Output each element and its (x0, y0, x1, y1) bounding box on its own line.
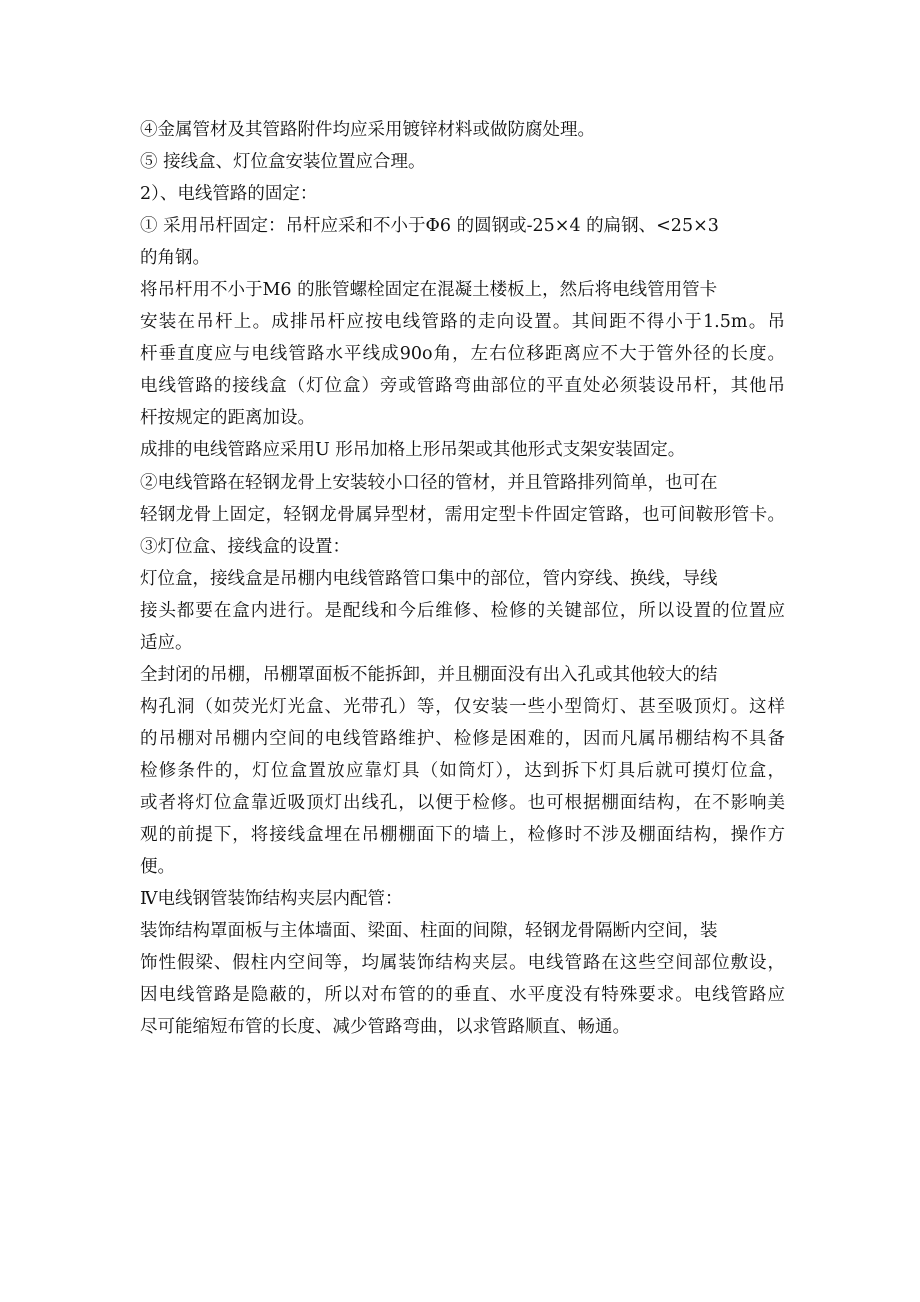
document-body (140, 114, 785, 1043)
text-line: 灯位盒，接线盒是吊棚内电线管路管口集中的部位，管内穿线、换线，导线 (140, 568, 718, 589)
text-line: 适应。 (140, 632, 193, 653)
text-line: 的吊棚对吊棚内空间的电线管路维护、检修是困难的，因而凡属吊棚结构不具备 (140, 728, 785, 749)
text-line: 2）、电线管路的固定： (140, 184, 318, 205)
text-line: ③灯位盒、接线盒的设置： (140, 536, 350, 557)
text-line: 安装在吊杆上。成排吊杆应按电线管路的走向设置。其间距不得小于1.5m。吊 (140, 312, 785, 333)
text-line: 电线管路的接线盒（灯位盒）旁或管路弯曲部位的平直处必须装设吊杆，其他吊 (140, 376, 785, 397)
text-line: 成排的电线管路应采用U 形吊加格上形吊架或其他形式支架安装固定。 (140, 440, 686, 461)
text-line: ⑤ 接线盒、灯位盒安装位置应合理。 (140, 152, 426, 173)
text-line: ④金属管材及其管路附件均应采用镀锌材料或做防腐处理。 (140, 120, 595, 140)
text-line: 构孔洞（如荧光灯光盒、光带孔）等，仅安装一些小型筒灯、甚至吸顶灯。这样 (140, 696, 785, 717)
text-line: 或者将灯位盒靠近吸顶灯出线孔，以便于检修。也可根据棚面结构，在不影响美 (140, 792, 785, 813)
text-line: 饰性假梁、假柱内空间等，均属装饰结构夹层。电线管路在这些空间部位敷设， (140, 953, 785, 974)
text-line: 观的前提下，将接线盒埋在吊棚棚面下的墙上，检修时不涉及棚面结构，操作方 (140, 825, 785, 846)
text-line: 检修条件的，灯位盒置放应靠灯具（如筒灯），达到拆下灯具后就可摸灯位盒， (140, 760, 785, 781)
text-line: 的角钢。 (140, 248, 210, 269)
text-line: 尽可能缩短布管的长度、减少管路弯曲，以求管路顺直、畅通。 (140, 1017, 630, 1038)
text-line: 装饰结构罩面板与主体墙面、梁面、柱面的间隙，轻钢龙骨隔断内空间，装 (140, 921, 718, 942)
text-line: 轻钢龙骨上固定，轻钢龙骨属异型材，需用定型卡件固定管路，也可间鞍形管卡。 (140, 504, 785, 525)
text-line: 便。 (140, 857, 175, 878)
text-line: Ⅳ电线钢管装饰结构夹层内配管： (140, 889, 403, 910)
text-line: ②电线管路在轻钢龙骨上安装较小口径的管材，并且管路排列简单，也可在 (140, 472, 718, 493)
text-line: 接头都要在盒内进行。是配线和今后维修、检修的关键部位，所以设置的位置应 (140, 600, 785, 621)
text-line: 杆按规定的距离加设。 (140, 408, 315, 429)
text-line: ① 采用吊杆固定：吊杆应采和不小于Φ6 的圆钢或-25×4 的扁钢、<25×3 (140, 216, 719, 237)
text-line: 因电线管路是隐蔽的，所以对布管的的垂直、水平度没有特殊要求。电线管路应 (140, 985, 785, 1006)
text-line: 杆垂直度应与电线管路水平线成90o角，左右位移距离应不大于管外径的长度。 (140, 344, 785, 365)
text-line: 全封闭的吊棚，吊棚罩面板不能拆卸，并且棚面没有出入孔或其他较大的结 (140, 664, 718, 685)
text-line: 将吊杆用不小于M6 的胀管螺栓固定在混凝土楼板上，然后将电线管用管卡 (140, 280, 718, 301)
